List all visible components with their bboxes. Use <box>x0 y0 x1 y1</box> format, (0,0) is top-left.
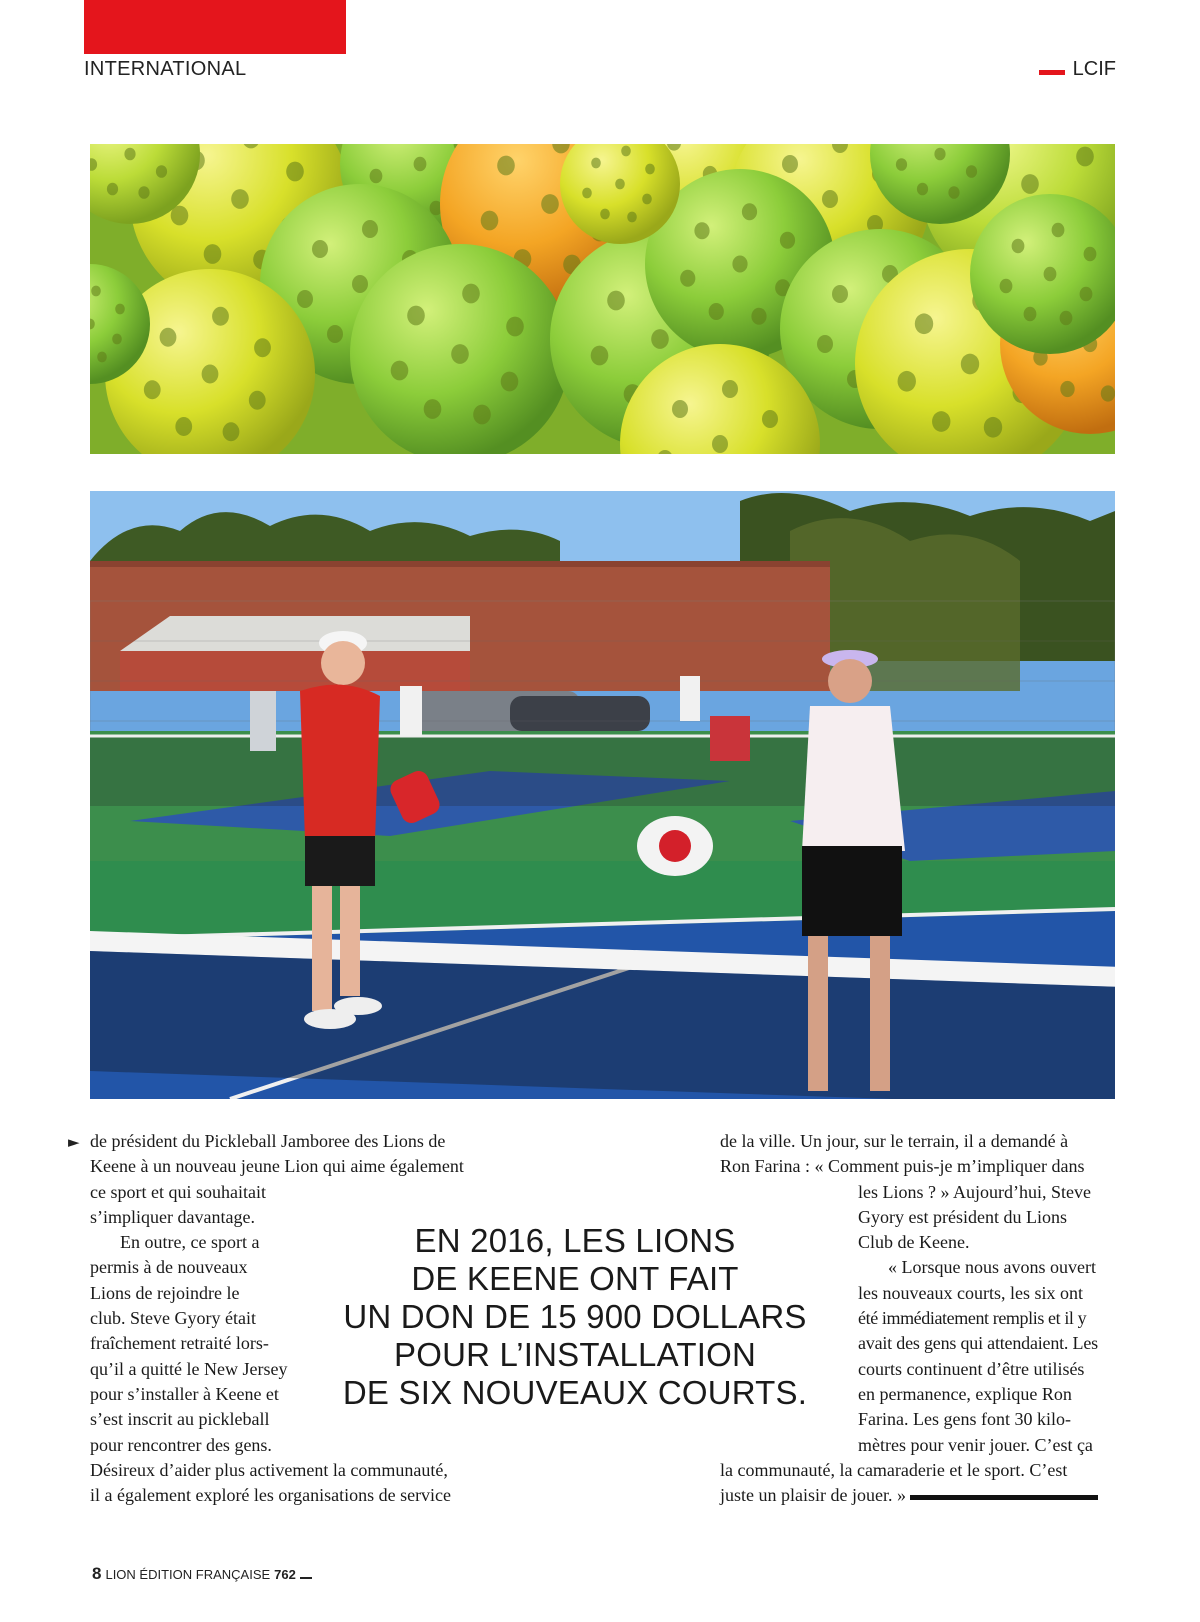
ball-hole <box>107 183 118 196</box>
magazine-name: LION ÉDITION FRANÇAISE <box>105 1567 271 1582</box>
ball-hole <box>286 162 304 182</box>
ball-hole <box>645 164 655 175</box>
article-line: En outre, ce sport a <box>120 1232 260 1253</box>
ball-hole <box>1021 174 1039 194</box>
pull-quote-line: UN DON DE 15 900 DOLLARS <box>343 1298 807 1335</box>
article-line: qu’il a quitté le New Jersey <box>90 1358 288 1379</box>
page-number: 8 <box>92 1564 102 1583</box>
article-line: Club de Keene. <box>858 1232 970 1253</box>
article-line: Désireux d’aider plus activement la communauté, <box>90 1459 448 1480</box>
article-line: les nouveaux courts, les six ont <box>858 1282 1083 1303</box>
article-line: pour rencontrer des gens. <box>90 1434 272 1455</box>
ball-hole <box>352 275 368 293</box>
ball-hole <box>144 380 161 399</box>
ball-hole <box>501 372 519 392</box>
ball-hole <box>615 179 625 190</box>
pull-quote-line: DE SIX NOUVEAUX COURTS. <box>342 1374 808 1411</box>
ball-hole <box>751 308 766 325</box>
article-line: permis à de nouveaux <box>90 1257 248 1278</box>
ball-hole <box>175 417 192 436</box>
article-line: de la ville. Un jour, sur le terrain, il a demandé à <box>720 1131 1069 1151</box>
footer-rule <box>300 1577 312 1579</box>
ball-hole <box>1084 247 1097 261</box>
article-end-text: juste un plaisir de jouer. » <box>720 1485 906 1506</box>
article-line: mètres pour venir jouer. C’est ça <box>858 1434 1093 1455</box>
ball-hole <box>424 399 442 419</box>
ball-hole <box>97 352 107 363</box>
ball-hole <box>297 290 313 308</box>
ball-hole <box>204 244 222 264</box>
article-line: ce sport et qui souhaitait <box>90 1181 266 1202</box>
article-line: Keene à un nouveau jeune Lion qui aime également <box>90 1156 464 1177</box>
ball-hole <box>600 209 610 220</box>
ball-hole <box>327 325 343 343</box>
ball-hole <box>1060 381 1074 397</box>
ball-hole <box>582 188 592 199</box>
ball-hole <box>506 317 524 337</box>
ball-hole <box>414 157 427 171</box>
section-label: INTERNATIONAL <box>84 58 247 80</box>
ball-hole <box>762 410 778 428</box>
ball-hole <box>481 211 499 231</box>
ball-hole <box>898 371 916 392</box>
end-of-article-rule <box>910 1495 1098 1500</box>
ball-hole <box>591 158 601 169</box>
ball-hole <box>202 365 219 384</box>
ball-hole <box>112 334 122 345</box>
ball-hole <box>231 189 249 209</box>
article-line: Lions de rejoindre le <box>90 1282 240 1303</box>
ball-hole <box>832 285 848 303</box>
ball-hole <box>124 148 135 161</box>
ball-hole <box>780 232 795 249</box>
ball-hole <box>1012 239 1025 253</box>
article-line: il a également exploré les organisations de service <box>90 1485 452 1506</box>
article-line <box>720 1483 1116 1508</box>
article-line: été immédiatement remplis et il y <box>858 1308 1087 1329</box>
article-line: Ron Farina : « Comment puis-je m’impliquer dans <box>720 1156 1085 1177</box>
pull-quote-line: POUR L’INSTALLATION <box>394 1336 756 1373</box>
ball-hole <box>1060 311 1073 325</box>
ball-hole <box>254 338 271 357</box>
article-line: pour s’installer à Keene et <box>90 1383 279 1404</box>
ball-hole <box>212 307 229 326</box>
ball-hole <box>817 335 833 353</box>
ball-hole <box>473 405 491 425</box>
ball-hole <box>694 222 709 239</box>
ball-hole <box>312 240 328 258</box>
ball-hole <box>932 411 950 432</box>
pickleball-balls-photo <box>90 144 1115 454</box>
article-line: s’impliquer davantage. <box>90 1206 255 1227</box>
article-line: Farina. Les gens font 30 kilo- <box>858 1409 1071 1430</box>
article-line: de président du Pickleball Jamboree des Lions de <box>90 1131 446 1151</box>
ball-hole <box>391 361 409 381</box>
ball-hole <box>1080 287 1093 301</box>
header-red-bar <box>84 0 346 54</box>
article-line: Gyory est président du Lions <box>858 1206 1067 1227</box>
ball-hole <box>915 313 933 334</box>
ball-hole <box>642 194 652 205</box>
ball-hole <box>722 380 738 398</box>
article-line: « Lorsque nous avons ouvert <box>888 1257 1096 1278</box>
ball-hole <box>621 146 631 157</box>
ball-hole <box>607 291 625 311</box>
article-line: club. Steve Gyory était <box>90 1308 256 1329</box>
issue-number: 762 <box>274 1567 296 1582</box>
ball-hole <box>91 286 101 297</box>
ball-hole <box>591 346 609 366</box>
ball-hole <box>782 155 798 173</box>
ball-hole <box>249 391 266 410</box>
ball-hole <box>1044 267 1057 281</box>
ball-hole <box>223 422 240 441</box>
ball-hole <box>896 158 907 171</box>
article-line: les Lions ? » Aujourd’hui, Steve <box>858 1181 1091 1202</box>
ball-hole <box>115 304 125 315</box>
ball-hole <box>966 165 977 178</box>
ball-hole <box>541 194 559 214</box>
ball-hole <box>1000 279 1013 293</box>
ball-hole <box>672 400 688 418</box>
page-footer <box>92 1564 312 1584</box>
pull-quote-line: DE KEENE ONT FAIT <box>411 1260 739 1297</box>
ball-hole <box>156 165 167 178</box>
ball-hole <box>407 306 425 326</box>
ball-hole <box>627 212 637 223</box>
ball-hole <box>462 284 480 304</box>
ball-hole <box>709 303 724 320</box>
ball-hole <box>370 169 383 183</box>
ball-hole <box>1052 223 1065 237</box>
ball-hole <box>1101 385 1115 401</box>
ball-hole <box>712 435 728 453</box>
article-column-right <box>720 1129 1116 1508</box>
ball-hole <box>451 344 469 364</box>
ball-hole <box>732 255 747 272</box>
ball-hole <box>138 186 149 199</box>
article-line: fraîchement retraité lors- <box>90 1333 269 1354</box>
continued-arrow-icon: ► <box>68 1133 80 1151</box>
ball-hole <box>160 328 177 347</box>
ball-hole <box>680 270 695 287</box>
ball-hole <box>742 203 757 220</box>
ball-hole <box>1024 307 1037 321</box>
ball-hole <box>917 183 928 196</box>
pickleball-players-photo <box>90 491 1115 1099</box>
ball-hole <box>934 148 945 161</box>
pull-quote-line: EN 2016, LES LIONS <box>414 1222 736 1259</box>
article-line: s’est inscrit au pickleball <box>90 1409 270 1430</box>
brand-label <box>1039 58 1116 81</box>
ball-hole <box>984 417 1002 438</box>
ball-hole <box>651 329 669 349</box>
ball-hole <box>497 156 515 176</box>
ball-hole <box>822 190 838 208</box>
brand-red-mark <box>1039 70 1065 75</box>
article-line: en permanence, explique Ron <box>858 1383 1072 1404</box>
ball-hole <box>961 354 979 375</box>
ball-hole <box>1076 147 1094 167</box>
article-line: la communauté, la camaraderie et le sport. C’est <box>720 1459 1068 1480</box>
ball-hole <box>362 220 378 238</box>
article-line: courts continuent d’être utilisés <box>858 1358 1085 1379</box>
brand-text: LCIF <box>1072 58 1116 80</box>
ball-hole <box>948 186 959 199</box>
article-line: avait des gens qui attendaient. Les <box>858 1333 1098 1354</box>
